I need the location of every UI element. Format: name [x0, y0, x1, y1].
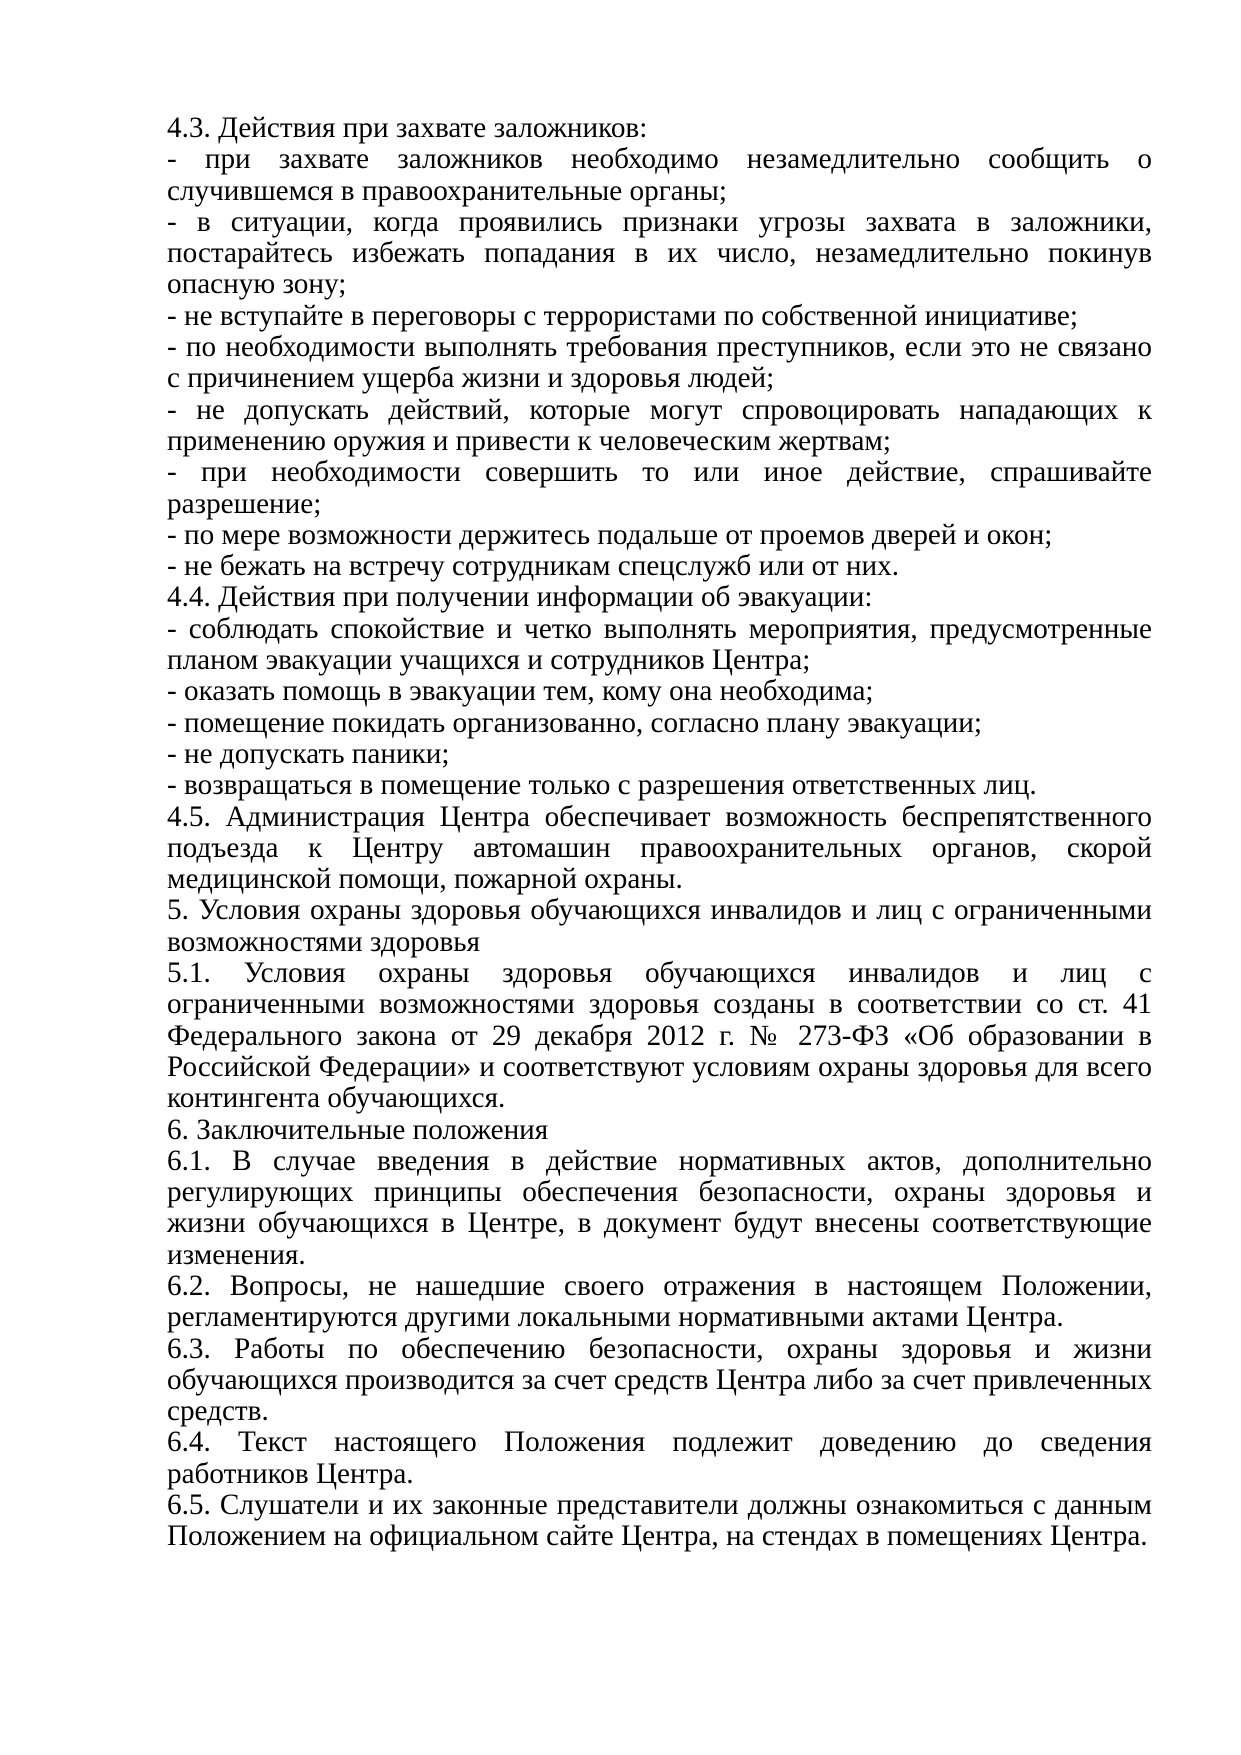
clause-4-4-title: 4.4. Действия при получении информации об эвакуации: [167, 581, 873, 614]
hostage-action-item: - в ситуации, когда проявились признаки угрозы захвата в заложники, постарайтесь избежать попадания в их число, незамедлительно покинув опасную зону; [167, 205, 1152, 301]
evacuation-action-item: - помещение покидать организованно, согласно плану эвакуации; [167, 706, 982, 739]
clause-4-3-title: 4.3. Действия при захвате заложников: [167, 112, 648, 144]
section-5-title: 5. Условия охраны здоровья обучающихся инвалидов и лиц с ограниченными возможностями здоровья [167, 894, 1152, 958]
hostage-action-item: - по необходимости выполнять требования преступников, если это не связано с причинением ущерба жизни и здоровья людей; [167, 331, 1152, 395]
hostage-action-item: - не вступайте в переговоры с террористами по собственной инициативе; [167, 299, 1078, 332]
hostage-action-item: - при захвате заложников необходимо незамедлительно сообщить о случившемся в правоохранительные органы; [167, 143, 1152, 207]
hostage-action-item: - по мере возможности держитесь подальше от проемов дверей и окон; [167, 518, 1053, 551]
evacuation-action-item: - возвращаться в помещение только с разрешения ответственных лиц. [167, 769, 1037, 802]
clause-5-1: 5.1. Условия охраны здоровья обучающихся инвалидов и лиц с ограниченными возможностями здоровья созданы в соответствии со ст. 41 Федерального закона от 29 декабря 2012 г. № 273-ФЗ «Об образовании в Российской Федерации» и соответствуют условиям охраны здоровья для всего контингента обучающихся. [167, 957, 1152, 1115]
hostage-action-item: - при необходимости совершить то или иное действие, спрашивайте разрешение; [167, 456, 1152, 520]
hostage-action-item: - не допускать действий, которые могут спровоцировать нападающих к применению оружия и привести к человеческим жертвам; [167, 393, 1152, 457]
evacuation-action-item: - не допускать паники; [167, 737, 450, 770]
clause-6-1: 6.1. В случае введения в действие нормативных актов, дополнительно регулирующих принципы обеспечения безопасности, охраны здоровья и жизни обучающихся в Центре, в документ будут внесены соответствующие изменения. [167, 1144, 1152, 1271]
clause-6-4: 6.4. Текст настоящего Положения подлежит доведению до сведения работников Центра. [167, 1426, 1152, 1490]
hostage-action-item: - не бежать на встречу сотрудникам спецслужб или от них. [167, 550, 900, 583]
evacuation-action-item: - соблюдать спокойствие и четко выполнять мероприятия, предусмотренные планом эвакуации учащихся и сотрудников Центра; [167, 612, 1152, 677]
clause-6-3: 6.3. Работы по обеспечению безопасности, охраны здоровья и жизни обучающихся производится за счет средств Центра либо за счет привлеченных средств. [167, 1332, 1152, 1428]
section-6-title: 6. Заключительные положения [167, 1113, 549, 1146]
clause-6-5: 6.5. Слушатели и их законные представители должны ознакомиться с данным Положением на официальном сайте Центра, на стендах в помещениях Центра. [167, 1489, 1152, 1553]
document-text-block [167, 113, 1152, 1553]
clause-6-2: 6.2. Вопросы, не нашедшие своего отражения в настоящем Положении, регламентируются другими локальными нормативными актами Центра. [167, 1269, 1152, 1334]
clause-4-5: 4.5. Администрация Центра обеспечивает возможность беспрепятственного подъезда к Центру автомашин правоохранительных органов, скорой медицинской помощи, пожарной охраны. [167, 800, 1152, 896]
evacuation-action-item: - оказать помощь в эвакуации тем, кому она необходима; [167, 675, 874, 708]
